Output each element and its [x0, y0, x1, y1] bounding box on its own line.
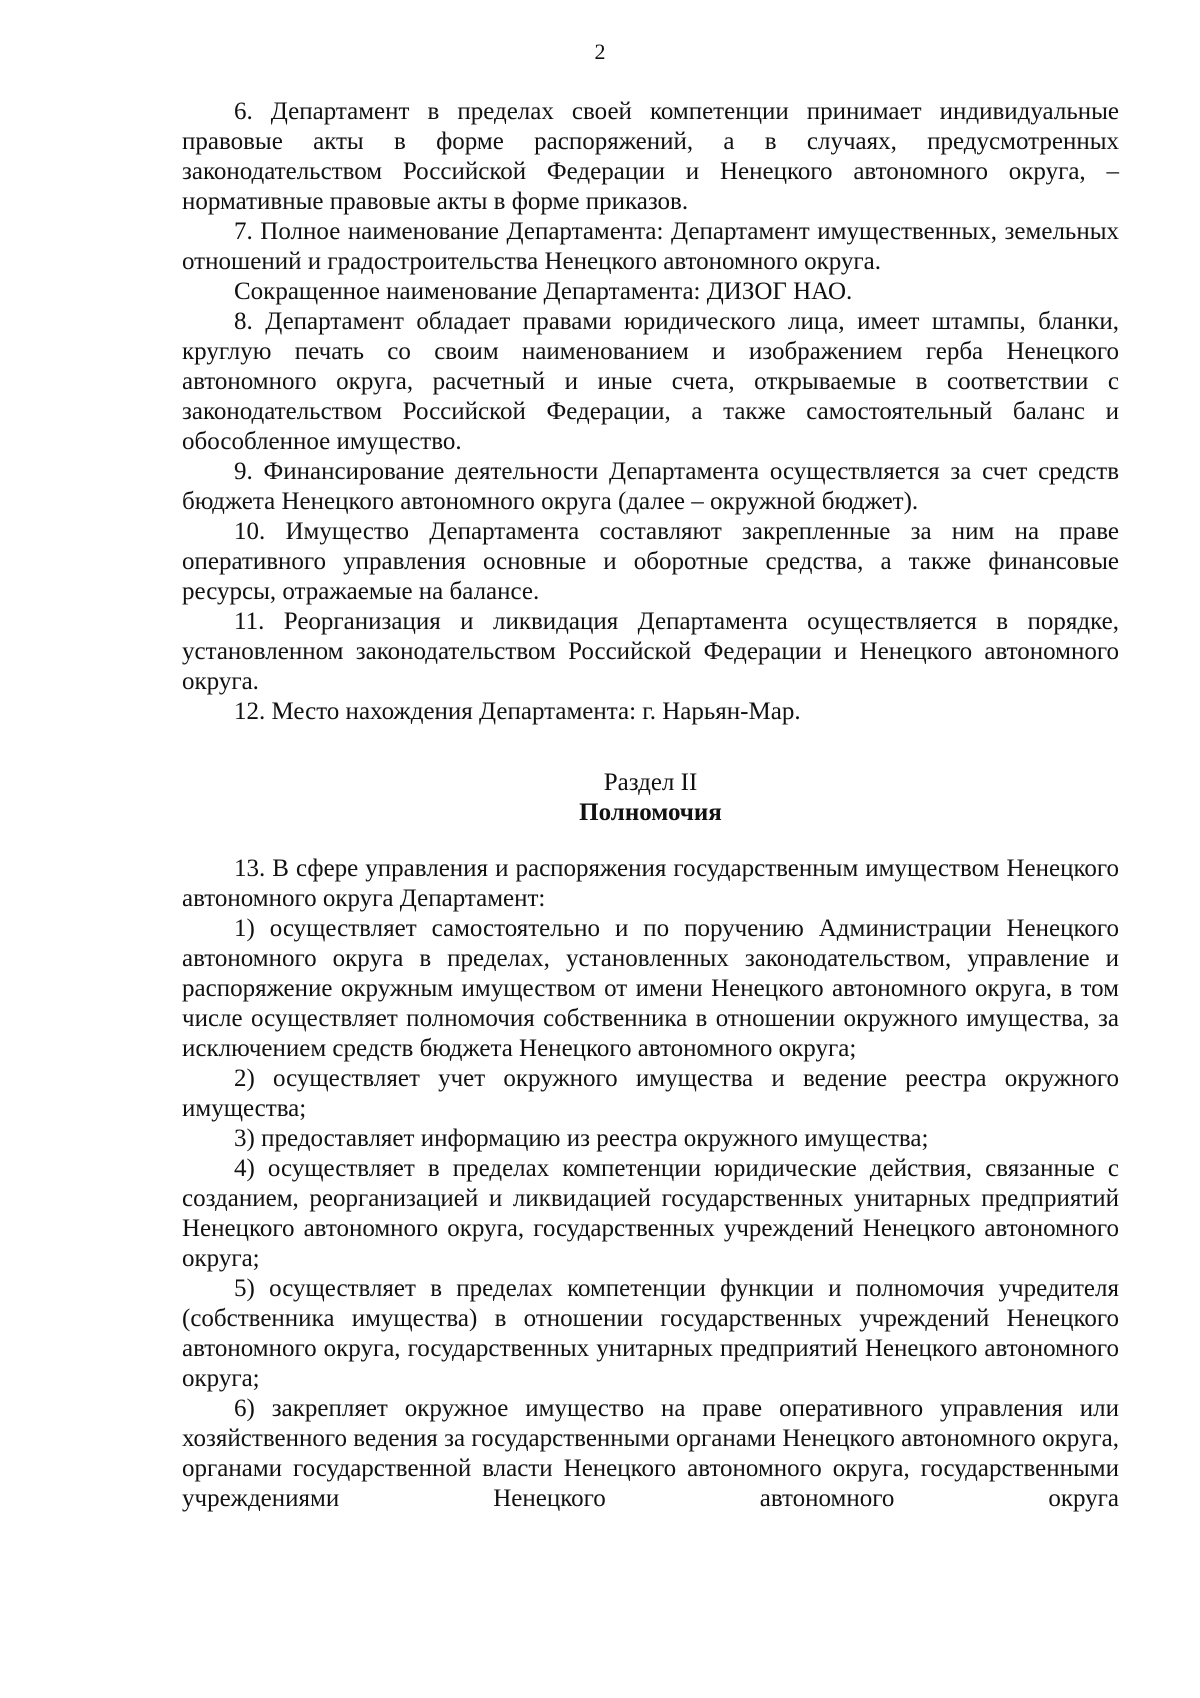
section-header — [182, 768, 1119, 828]
list-item-1: 1) осуществляет самостоятельно и по поручению Администрации Ненецкого автономного округа в пределах, установленных законодательством, управление и распоряжение окружным имуществом от имени Ненецкого автономного округа, в том числе осуществляет полномочия собственника в отношении окружного имущества, за исключением средств бюджета Ненецкого автономного округа; — [182, 915, 1119, 1062]
section-label: Раздел II — [603, 769, 698, 796]
paragraph-6: 6. Департамент в пределах своей компетенции принимает индивидуальные правовые акты в форме распоряжений, а в случаях, предусмотренных законодательством Российской Федерации и Ненецкого автономного округа, – нормативные правовые акты в форме приказов. — [182, 98, 1119, 215]
list-item-2: 2) осуществляет учет окружного имущества и ведение реестра окружного имущества; — [182, 1065, 1119, 1122]
list-item-5: 5) осуществляет в пределах компетенции функции и полномочия учредителя (собственника имущества) в отношении государственных учреждений Ненецкого автономного округа, государственных унитарных предприятий Ненецкого автономного округа; — [182, 1275, 1119, 1392]
paragraph-9: 9. Финансирование деятельности Департамента осуществляется за счет средств бюджета Ненецкого автономного округа (далее – окружной бюджет). — [182, 458, 1119, 515]
paragraph-7: 7. Полное наименование Департамента: Департамент имущественных, земельных отношений и градостроительства Ненецкого автономного округа. — [182, 218, 1119, 275]
list-item-4: 4) осуществляет в пределах компетенции юридические действия, связанные с созданием, реорганизацией и ликвидацией государственных унитарных предприятий Ненецкого автономного округа, государственных учреждений Ненецкого автономного округа; — [182, 1155, 1119, 1272]
paragraph-11: 11. Реорганизация и ликвидация Департамента осуществляется в порядке, установленном законодательством Российской Федерации и Ненецкого автономного округа. — [182, 608, 1119, 695]
list-item-6: 6) закрепляет окружное имущество на праве оперативного управления или хозяйственного ведения за государственными органами Ненецкого автономного округа, органами государственной власти Ненецкого автономного округа, государственными учреждениями Ненецкого автономного округа — [182, 1395, 1119, 1512]
paragraph-8: 8. Департамент обладает правами юридического лица, имеет штампы, бланки, круглую печать со своим наименованием и изображением герба Ненецкого автономного округа, расчетный и иные счета, открываемые в соответствии с законодательством Российской Федерации, а также самостоятельный баланс и обособленное имущество. — [182, 308, 1119, 455]
paragraph-10: 10. Имущество Департамента составляют закрепленные за ним на праве оперативного управления основные и оборотные средства, а также финансовые ресурсы, отражаемые на балансе. — [182, 518, 1119, 605]
paragraph-12: 12. Место нахождения Департамента: г. Нарьян-Мар. — [234, 698, 801, 725]
page-number: 2 — [594, 39, 606, 64]
document-body — [182, 97, 1119, 1514]
paragraph-13: 13. В сфере управления и распоряжения государственным имуществом Ненецкого автономного округа Департамент: — [182, 855, 1119, 912]
section-title: Полномочия — [579, 799, 722, 826]
paragraph-short-name: Сокращенное наименование Департамента: ДИЗОГ НАО. — [234, 278, 853, 305]
list-item-3: 3) предоставляет информацию из реестра окружного имущества; — [234, 1125, 929, 1152]
